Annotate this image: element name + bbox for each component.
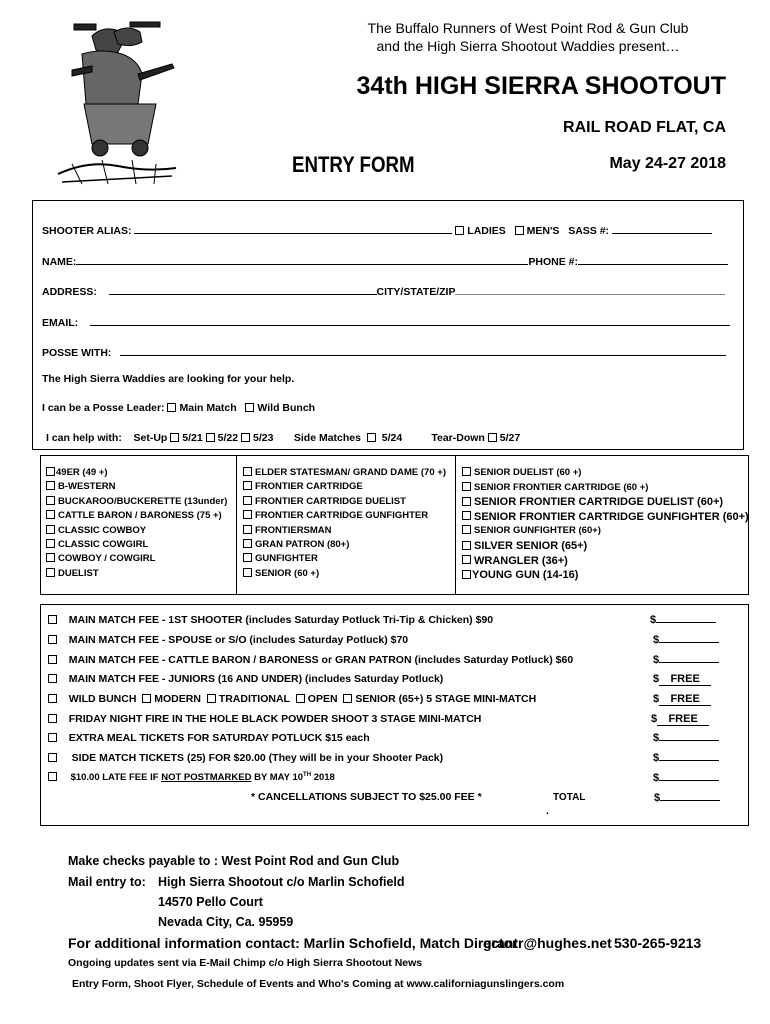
fee-checkbox[interactable] <box>48 615 57 624</box>
fee-checkbox[interactable] <box>48 772 57 781</box>
phone-label: PHONE #: <box>528 256 579 268</box>
category-item[interactable]: 49ER (49 +) <box>46 466 227 480</box>
fee-checkbox[interactable] <box>48 714 57 723</box>
posse-row <box>42 343 726 359</box>
open-checkbox[interactable] <box>296 694 305 703</box>
sass-label: SASS #: <box>568 225 610 237</box>
category-item[interactable]: COWBOY / COWGIRL <box>46 552 227 566</box>
category-item[interactable]: SENIOR FRONTIER CARTRIDGE DUELIST (60+) <box>462 495 749 510</box>
fee-checkbox[interactable] <box>48 694 57 703</box>
category-column-2 <box>243 466 446 581</box>
fee-row-main-shooter <box>48 614 493 626</box>
help-text: The High Sierra Waddies are looking for your help. <box>42 373 295 385</box>
amount-field-free: $ FREE <box>653 693 711 706</box>
address-label: ADDRESS: <box>42 286 97 298</box>
setup-523-label: 5/23 <box>253 432 274 444</box>
setup-522-checkbox[interactable] <box>206 433 215 442</box>
category-item[interactable]: GUNFIGHTER <box>243 552 446 566</box>
category-item[interactable]: SENIOR DUELIST (60 +) <box>462 466 749 481</box>
website-note[interactable]: Entry Form, Shoot Flyer, Schedule of Events and Who's Coming at www.californiagunslingers.com <box>72 978 565 990</box>
fee-checkbox[interactable] <box>48 733 57 742</box>
modern-checkbox[interactable] <box>142 694 151 703</box>
mail-entry-label: Mail entry to: <box>68 875 146 889</box>
mail-address-1: High Sierra Shootout c/o Marlin Schofield <box>158 875 405 889</box>
mens-checkbox[interactable] <box>515 226 524 235</box>
shooter-alias-row <box>42 221 712 237</box>
wild-bunch-checkbox[interactable] <box>245 403 254 412</box>
cancellation-note: * CANCELLATIONS SUBJECT TO $25.00 FEE * <box>251 791 482 803</box>
city-label: CITY/STATE/ZIP <box>376 286 456 298</box>
fee-checkbox[interactable] <box>48 753 57 762</box>
teardown-checkbox[interactable] <box>488 433 497 442</box>
fee-row-wild-bunch: WILD BUNCH MODERN TRADITIONAL OPEN SENIOR (65+) 5 STAGE MINI-MATCH <box>48 693 536 705</box>
fee-label: MAIN MATCH FEE - 1ST SHOOTER (includes Saturday Potluck Tri-Tip & Chicken) $90 <box>68 614 494 626</box>
setup-521-checkbox[interactable] <box>170 433 179 442</box>
posse-leader-row <box>42 402 315 414</box>
contact-email[interactable]: grantr@hughes.net <box>483 935 612 951</box>
amount-field[interactable]: $ <box>653 732 719 744</box>
posse-field[interactable] <box>120 343 726 356</box>
mail-address-3: Nevada City, Ca. 95959 <box>158 915 294 929</box>
senior-checkbox[interactable] <box>343 694 352 703</box>
fee-checkbox[interactable] <box>48 635 57 644</box>
fee-label: MAIN MATCH FEE - JUNIORS (16 AND UNDER) (includes Saturday Potluck) <box>68 673 444 685</box>
side-matches-label: Side Matches <box>293 432 361 444</box>
category-column-3 <box>462 466 749 583</box>
posse-label: POSSE WITH: <box>42 347 112 359</box>
fee-label: MAIN MATCH FEE - CATTLE BARON / BARONESS or GRAN PATRON (includes Saturday Potluck) $60 <box>68 654 574 666</box>
fee-row-meal-tickets <box>48 732 370 744</box>
fee-row-black-powder <box>48 713 481 725</box>
category-item[interactable]: SENIOR GUNFIGHTER (60+) <box>462 524 749 539</box>
amount-field[interactable]: $ <box>653 752 719 764</box>
fee-checkbox[interactable] <box>48 674 57 683</box>
sass-field[interactable] <box>612 221 712 234</box>
contact-line: For additional information contact: Marlin Schofield, Match Director <box>68 935 518 951</box>
category-item[interactable]: GRAN PATRON (80+) <box>243 538 446 552</box>
category-divider-2 <box>455 455 456 595</box>
checks-payable: Make checks payable to : West Point Rod and Gun Club <box>68 854 400 868</box>
side-matches-date: 5/24 <box>381 432 403 444</box>
category-item[interactable]: DUELIST <box>46 567 227 581</box>
traditional-checkbox[interactable] <box>207 694 216 703</box>
fee-checkbox[interactable] <box>48 655 57 664</box>
contact-phone: 530-265-9213 <box>614 935 702 951</box>
category-item[interactable]: SENIOR (60 +) <box>243 567 446 581</box>
phone-field[interactable] <box>578 252 728 265</box>
category-column-1 <box>46 466 227 581</box>
category-item[interactable]: SENIOR FRONTIER CARTRIDGE GUNFIGHTER (60+) <box>462 510 749 525</box>
email-row <box>42 313 730 329</box>
category-item[interactable]: FRONTIER CARTRIDGE GUNFIGHTER <box>243 509 446 523</box>
category-item[interactable]: SENIOR FRONTIER CARTRIDGE (60 +) <box>462 481 749 496</box>
category-item[interactable]: FRONTIER CARTRIDGE DUELIST <box>243 495 446 509</box>
name-field[interactable] <box>76 252 528 265</box>
total-label: TOTAL <box>553 792 586 803</box>
email-label: EMAIL: <box>42 317 79 329</box>
fee-row-cattle-baron <box>48 654 573 666</box>
setup-label: Set-Up <box>133 432 168 444</box>
fee-row-juniors <box>48 673 443 685</box>
fee-row-side-match <box>48 752 443 764</box>
main-match-label: Main Match <box>179 402 237 414</box>
posse-leader-label: I can be a Posse Leader: <box>42 402 165 414</box>
club-logo <box>52 14 182 192</box>
fee-label: SIDE MATCH TICKETS (25) FOR $20.00 (They will be in your Shooter Pack) <box>71 752 444 764</box>
category-item[interactable]: BUCKAROO/BUCKERETTE (13under) <box>46 495 227 509</box>
wild-bunch-label: Wild Bunch <box>257 402 316 414</box>
side-matches-checkbox[interactable] <box>367 433 376 442</box>
category-item[interactable]: FRONTIERSMAN <box>243 524 446 538</box>
help-with-row <box>46 432 520 444</box>
fee-row-spouse <box>48 634 408 646</box>
category-divider-1 <box>236 455 237 595</box>
amount-field[interactable]: $ <box>653 772 719 784</box>
city-field[interactable] <box>455 282 725 295</box>
alias-field[interactable] <box>134 221 452 234</box>
category-item[interactable]: CLASSIC COWBOY <box>46 524 227 538</box>
intro-line-1: The Buffalo Runners of West Point Rod & Gun Club <box>367 20 689 36</box>
setup-523-checkbox[interactable] <box>241 433 250 442</box>
name-label: NAME: <box>42 256 77 268</box>
category-item[interactable]: SILVER SENIOR (65+) <box>462 539 749 554</box>
form-title: ENTRY FORM <box>292 152 415 177</box>
amount-field-free: $ FREE <box>653 673 711 686</box>
event-title: 34th HIGH SIERRA SHOOTOUT <box>356 72 726 100</box>
amount-field[interactable]: $ <box>653 634 719 646</box>
ladies-checkbox[interactable] <box>455 226 464 235</box>
help-with-label: I can help with: <box>46 432 122 444</box>
intro-line-2: and the High Sierra Shootout Waddies present… <box>376 38 680 54</box>
category-item[interactable]: FRONTIER CARTRIDGE <box>243 480 446 494</box>
email-field[interactable] <box>90 313 730 326</box>
category-item[interactable]: ELDER STATESMAN/ GRAND DAME (70 +) <box>243 466 446 480</box>
setup-521-label: 5/21 <box>182 432 203 444</box>
total-field[interactable]: $ <box>654 792 720 804</box>
fee-row-late-fee: $10.00 LATE FEE IF NOT POSTMARKED BY MAY 10TH 2018 <box>48 772 335 783</box>
fee-label: EXTRA MEAL TICKETS FOR SATURDAY POTLUCK $15 each <box>68 732 370 744</box>
teardown-label: Tear-Down <box>431 432 485 444</box>
mail-address-2: 14570 Pello Court <box>158 895 263 909</box>
main-match-checkbox[interactable] <box>167 403 176 412</box>
category-item[interactable]: CATTLE BARON / BARONESS (75 +) <box>46 509 227 523</box>
setup-522-label: 5/22 <box>217 432 239 444</box>
category-item[interactable]: B-WESTERN <box>46 480 227 494</box>
name-row <box>42 252 728 268</box>
alias-label: SHOOTER ALIAS: <box>42 225 132 237</box>
mens-label: MEN'S <box>526 225 560 237</box>
event-location: RAIL ROAD FLAT, CA <box>563 119 726 136</box>
category-item[interactable]: YOUNG GUN (14-16) <box>462 568 749 583</box>
event-dates: May 24-27 2018 <box>609 155 726 172</box>
ladies-label: LADIES <box>467 225 506 237</box>
updates-note: Ongoing updates sent via E-Mail Chimp c/o High Sierra Shootout News <box>68 957 423 969</box>
fee-label: MAIN MATCH FEE - SPOUSE or S/O (includes Saturday Potluck) $70 <box>68 634 409 646</box>
dot-mark: . <box>546 806 549 817</box>
amount-field[interactable]: $ <box>650 614 716 626</box>
address-field[interactable] <box>109 282 377 295</box>
category-item[interactable]: CLASSIC COWGIRL <box>46 538 227 552</box>
teardown-date: 5/27 <box>499 432 521 444</box>
fee-label: WILD BUNCH <box>68 693 137 705</box>
amount-field[interactable]: $ <box>653 654 719 666</box>
address-row <box>42 282 725 298</box>
category-item[interactable]: WRANGLER (36+) <box>462 554 749 569</box>
amount-field-free: $ FREE <box>651 713 709 726</box>
fee-label: FRIDAY NIGHT FIRE IN THE HOLE BLACK POWDER SHOOT 3 STAGE MINI-MATCH <box>68 713 482 725</box>
